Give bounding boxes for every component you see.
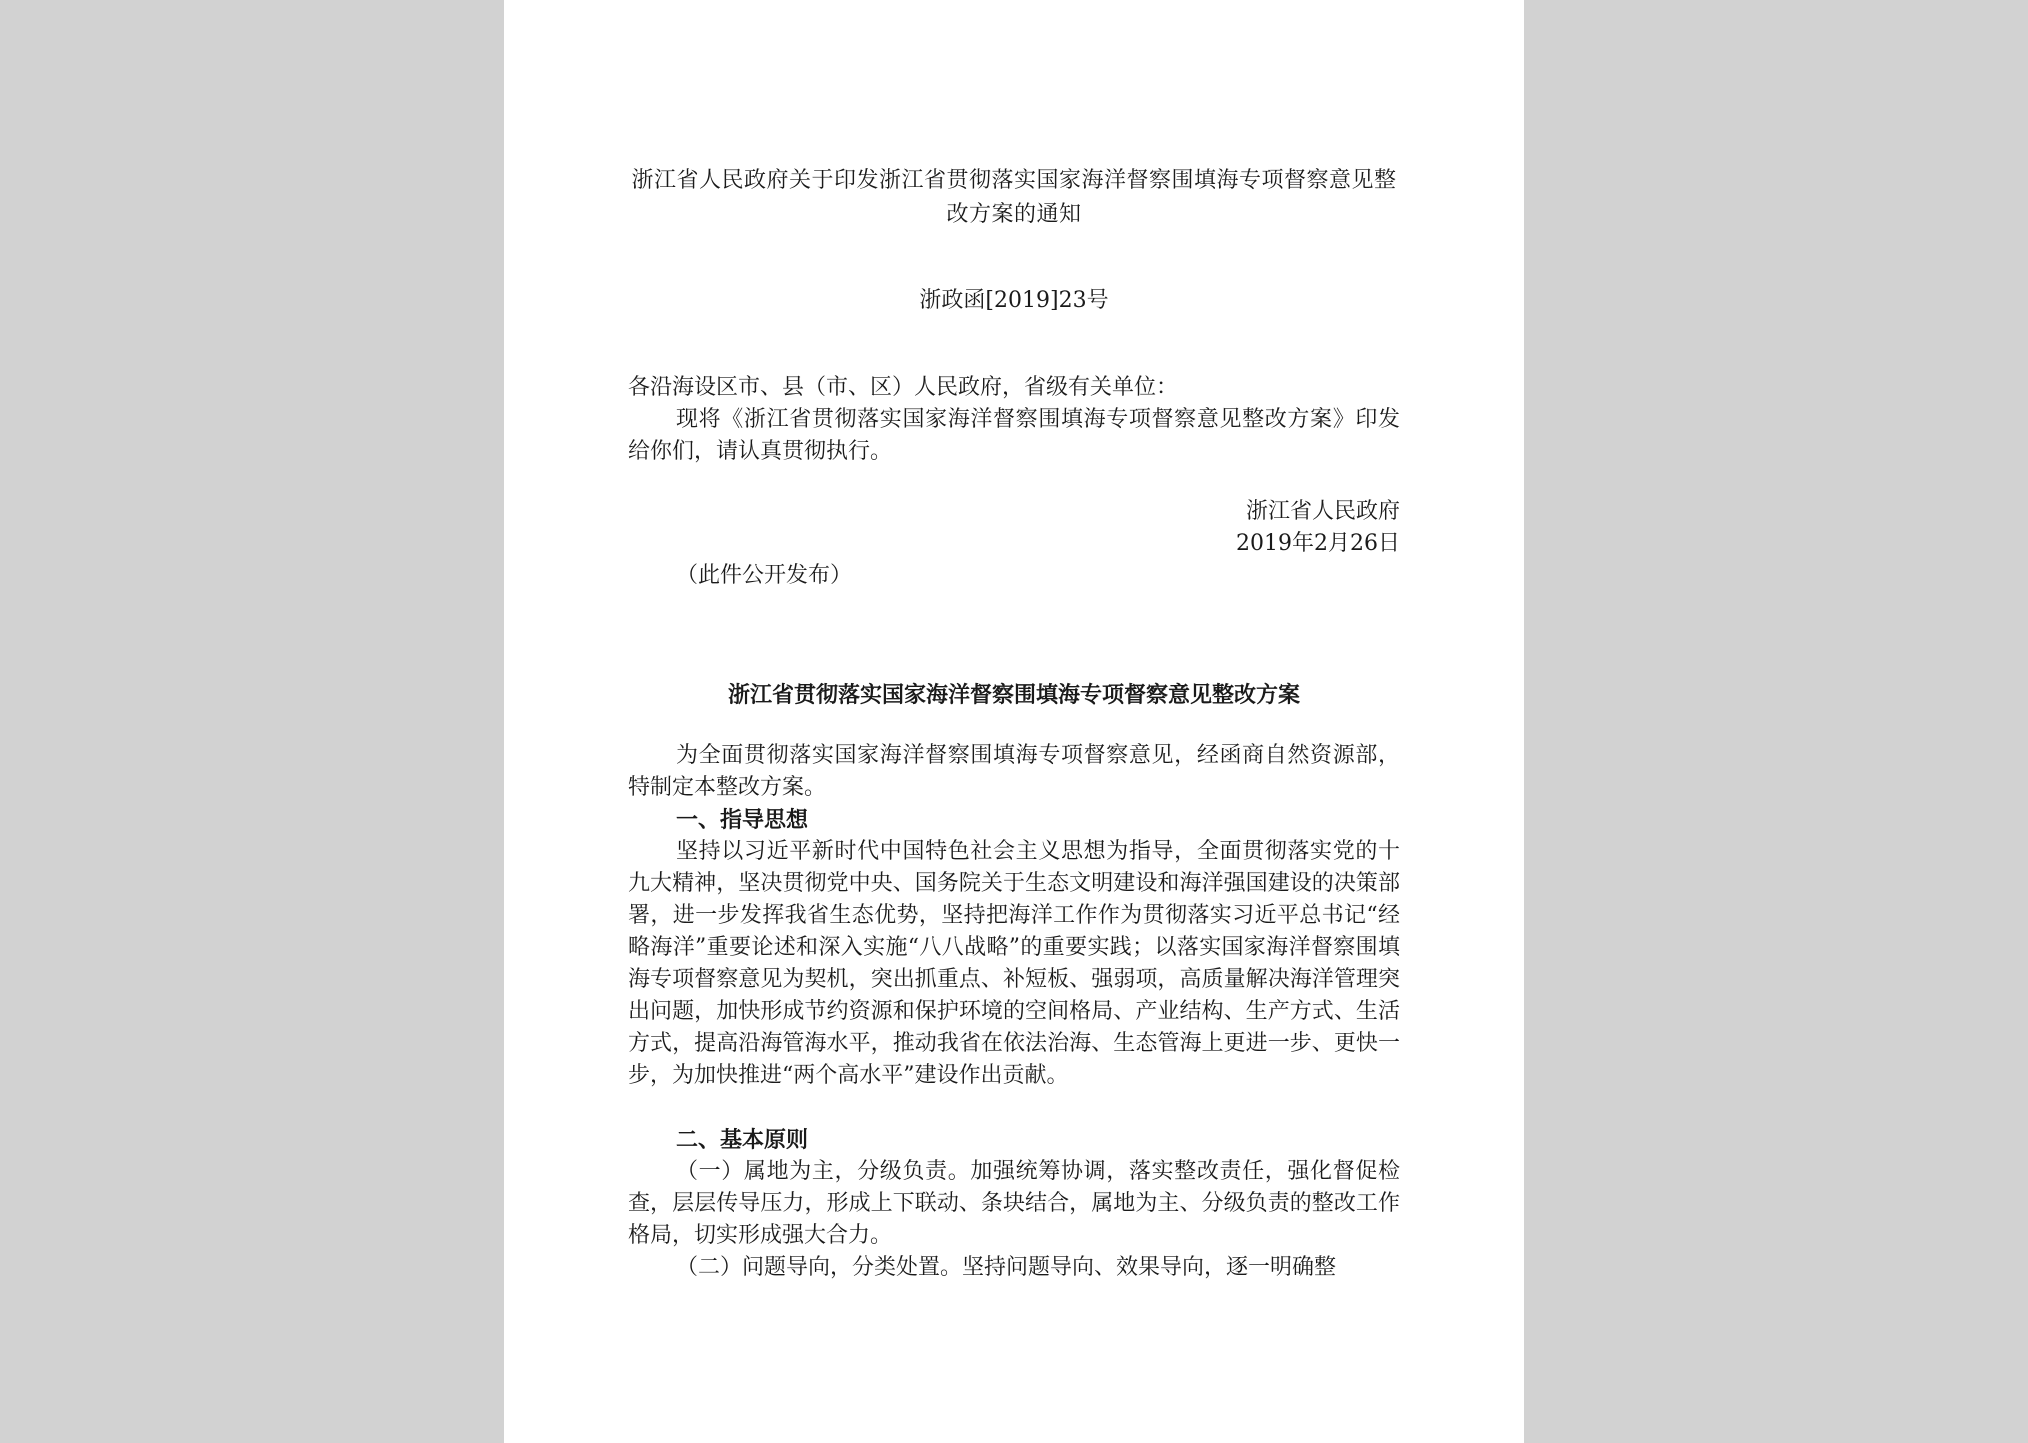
principle-one: （一）属地为主，分级负责。加强统筹协调，落实整改责任，强化督促检查，层层传导压力，形成上下联动、条块结合，属地为主、分级负责的整改工作格局，切实形成强大合力。 xyxy=(628,1159,1400,1248)
section-heading-basic-principles: 二、基本原则 xyxy=(676,1127,809,1153)
document-page xyxy=(504,0,1524,1443)
plan-intro: 为全面贯彻落实国家海洋督察围填海专项督察意见，经函商自然资源部，特制定本整改方案。 xyxy=(628,743,1400,800)
principle-two: （二）问题导向，分类处置。坚持问题导向、效果导向，逐一明确整 xyxy=(676,1255,1337,1280)
publicity-note: （此件公开发布） xyxy=(676,563,853,588)
issue-date: 2019年2月26日 xyxy=(1236,531,1400,556)
notice-title: 浙江省人民政府关于印发浙江省贯彻落实国家海洋督察围填海专项督察意见整改方案的通知 xyxy=(631,168,1397,227)
addressee: 各沿海设区市、县（市、区）人民政府，省级有关单位： xyxy=(628,375,1179,400)
document-number: 浙政函[2019]23号 xyxy=(919,288,1109,313)
plan-title: 浙江省贯彻落实国家海洋督察围填海专项督察意见整改方案 xyxy=(727,682,1300,708)
section-heading-guiding-ideology: 一、指导思想 xyxy=(676,807,809,833)
issuer: 浙江省人民政府 xyxy=(1245,499,1400,524)
section-body-guiding-ideology: 坚持以习近平新时代中国特色社会主义思想为指导，全面贯彻落实党的十九大精神，坚决贯彻党中央、国务院关于生态文明建设和海洋强国建设的决策部署，进一步发挥我省生态优势，坚持把海洋工作作为贯彻落实习近平总书记“经略海洋”重要论述和深入实施“八八战略”的重要实践；以落实国家海洋督察围填海专项督察意见为契机，突出抓重点、补短板、强弱项，高质量解决海洋管理突出问题，加快形成节约资源和保护环境的空间格局、产业结构、生产方式、生活方式，提高沿海管海水平，推动我省在依法治海、生态管海上更进一步、更快一步，为加快推进“两个高水平”建设作出贡献。 xyxy=(628,839,1400,1088)
notice-body: 现将《浙江省贯彻落实国家海洋督察围填海专项督察意见整改方案》印发给你们，请认真贯彻执行。 xyxy=(628,407,1400,464)
